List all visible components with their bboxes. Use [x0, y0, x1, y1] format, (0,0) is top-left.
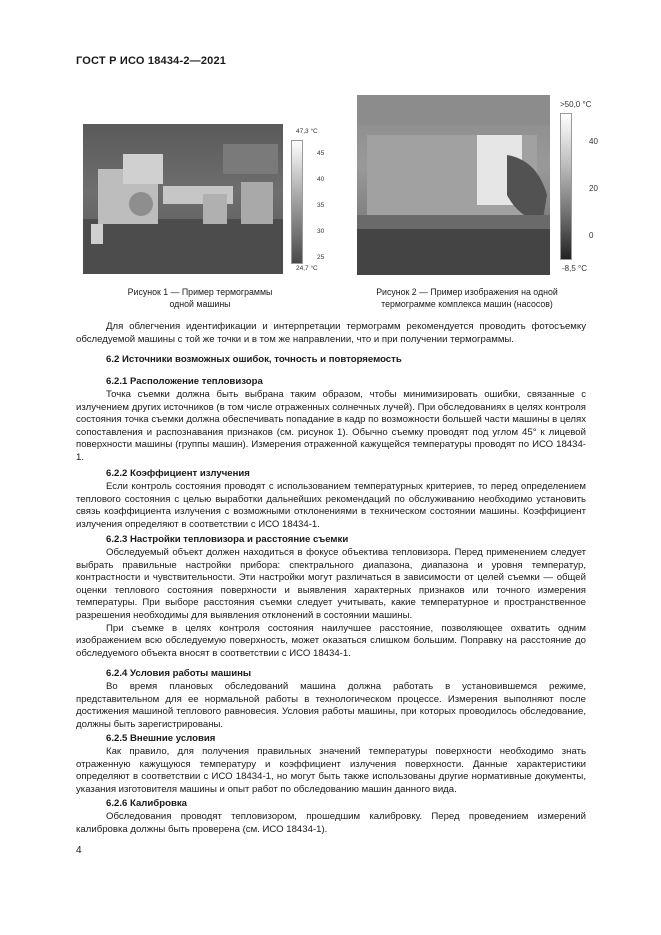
fig1-tick: 25: [317, 254, 325, 261]
fig1-scale-min: 24,7 °C: [296, 265, 318, 272]
section-6-2-3-text: Обследуемый объект должен находиться в фокусе объектива тепловизора. Перед применением следует выбрать правильные настройки прибора: спектрального диапазона, диапазона и уровня температур, контрастности и чувствительности. Эти настройки могут различаться в зависимости от целей съемки — общей оценки теплового состояния поверхности и выявления характерных признаков или точного измерения температуры. При выборе расстояния съемки следует учитывать, какие температурное и пространственное разрешения необходимы для выявления отклонений в состоянии машины. При съемке в целях контроля состояния наилучшее расстояние, позволяющее охватить одним изображением всю обследуемую поверхность, может оказаться слишком большим. Поправку на расстояние до обследуемого объекта вносят в соответствии с ИСО 18434-1.: [76, 547, 586, 659]
fig2-tick: 0: [589, 231, 594, 240]
fig1-tick: 30: [317, 228, 325, 235]
section-6-2-1-text: Точка съемки должна быть выбрана таким образом, чтобы минимизировать ошибки, связанные с излучением других источников (в том числе отраженных солнечных лучей). При обследованиях в целях контроля состояния точка съемки должна обеспечивать попадание в кадр по возможности большей части машины в целях сопоставления и распознавания признаков (см. рисунок 1). Обычно съемку проводят под углом 45° к лицевой поверхности машины (группы машин). Измерения отраженной кажущейся температуры проводят по ИСО 18434-1.: [76, 389, 586, 463]
section-6-2-2-heading: 6.2.2 Коэффициент излучения: [106, 468, 250, 479]
thermogram-machine-complex-image: [357, 95, 550, 275]
section-6-2-6-heading: 6.2.6 Калибровка: [106, 798, 187, 809]
page-number: 4: [76, 845, 82, 856]
fig1-tick: 40: [317, 176, 325, 183]
fig1-tick: 35: [317, 202, 325, 209]
fig2-scale-min: -8,5 °C: [562, 264, 587, 273]
section-6-2-5-text: Как правило, для получения правильных значений температуры поверхности необходимо знать отраженную кажущуюся температуру и коэффициент излучения поверхности. Данные характеристики определяют в соответствии с ИСО 18434-1, но могут быть также использованы другие нормативные документы, указания изготовителя машины и опыт работ по обследованию машин данного вида.: [76, 746, 586, 795]
fig2-tick: 20: [589, 184, 598, 193]
intro-paragraph: Для облегчения идентификации и интерпретации термограмм рекомендуется проводить фотосъемку обследуемой машины с той же точки и в том же направлении, что и при получении термограммы.: [76, 321, 586, 345]
section-6-2-6-text: Обследования проводят тепловизором, прошедшим калибровку. Перед проведением измерений калибровка должны быть проверена (см. ИСО 18434-1).: [76, 811, 586, 835]
fig1-tick: 45: [317, 150, 325, 157]
document-header: ГОСТ Р ИСО 18434-2—2021: [76, 55, 227, 67]
section-6-2-5-heading: 6.2.5 Внешние условия: [106, 733, 216, 744]
figure1-caption: Рисунок 1 — Пример термограммы одной машины: [127, 287, 273, 309]
section-6-2-3-heading: 6.2.3 Настройки тепловизора и расстояние съемки: [106, 534, 349, 545]
section-6-2-4-text: Во время плановых обследований машина должна работать в установившемся режиме, представительном для ее нормальной работы в технологическом процессе. Измерения выполняют после достижения машиной теплового равновесия. Условия работы машины, при которых проводилось обследование, должны быть зарегистрированы.: [76, 681, 586, 730]
figure2-caption: Рисунок 2 — Пример изображения на одной термограмме комплекса машин (насосов): [376, 287, 558, 309]
fig2-scale-max: >50,0 °C: [560, 100, 592, 109]
fig1-temperature-scale: [291, 140, 303, 264]
fig1-scale-max: 47,3 °C: [296, 128, 318, 135]
section-6-2-heading: 6.2 Источники возможных ошибок, точность и повторяемость: [106, 354, 402, 365]
fig2-temperature-scale: [560, 113, 572, 260]
machine-thermogram-graphic: [83, 124, 283, 274]
pumps-thermogram-graphic: [357, 95, 550, 275]
thermogram-machine-image: [83, 124, 283, 274]
section-6-2-4-heading: 6.2.4 Условия работы машины: [106, 668, 252, 679]
fig2-tick: 40: [589, 137, 598, 146]
section-6-2-1-heading: 6.2.1 Расположение тепловизора: [106, 376, 263, 387]
section-6-2-2-text: Если контроль состояния проводят с использованием температурных критериев, то перед определением теплового состояния с целью выработки дальнейших рекомендаций по обслуживанию необходимо установить связь коэффициента излучения с возможными отклонениями в техническом состоянии машины. Коэффициент излучения определяют в соответствии с ИСО 18434-1.: [76, 481, 586, 530]
